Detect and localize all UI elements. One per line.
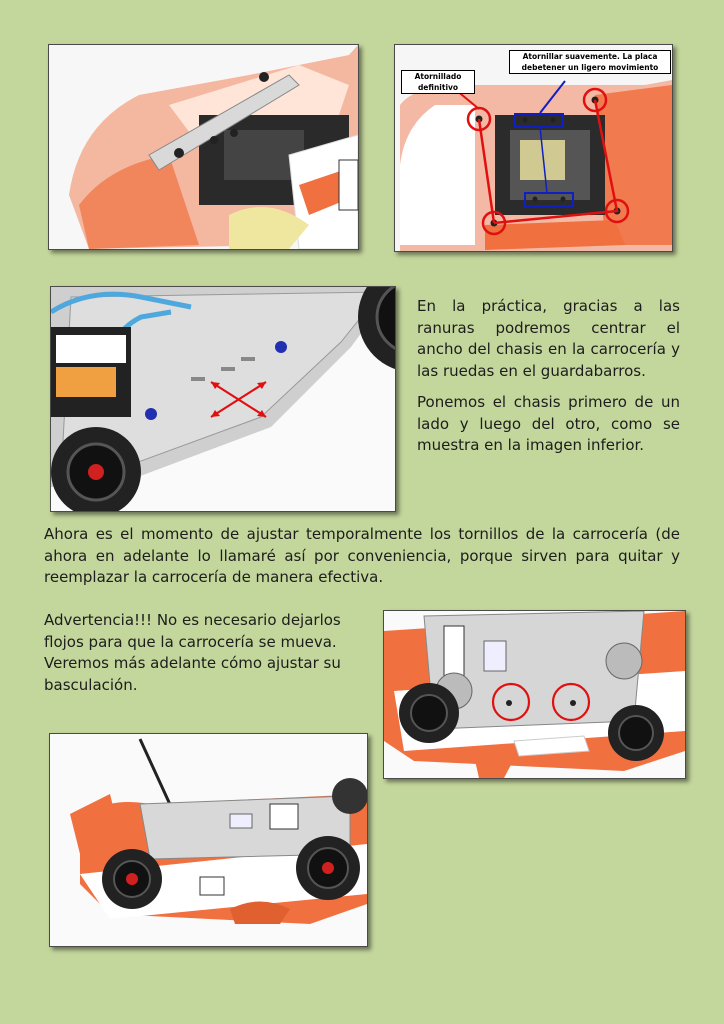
side-paragraph: En la práctica, gracias a las ranuras podremos centrar el ancho del chasis en la carrocería y las ruedas en el guardabarros. [417,297,680,380]
photo-body-mount-plate [48,44,359,250]
side-text [417,296,680,457]
annotation-label-soft-screw: Atornillar suavemente. La placa debetener un ligero movimiento [509,50,671,74]
photo-chassis-slots [50,286,396,512]
photo-car-upside-down [49,733,368,947]
main-paragraph: Ahora es el momento de ajustar temporalmente los tornillos de la carrocería (de ahora en adelante lo llamaré así por conveniencia, porque sirven para quitar y reemplazar la carrocería de manera efectiva. [44,525,680,586]
side-paragraph: Ponemos el chasis primero de un lado y luego del otro, como se muestra en la imagen inferior. [417,393,680,454]
photo-body-screws-annotated [394,44,673,252]
annotation-label-final-screw: Atornillado definitivo [401,70,475,94]
warning-paragraph: Advertencia!!! No es necesario dejarlos flojos para que la carrocería se mueva. Veremos más adelante cómo ajustar su basculación. [44,611,341,694]
photo-chassis-underside [383,610,686,779]
